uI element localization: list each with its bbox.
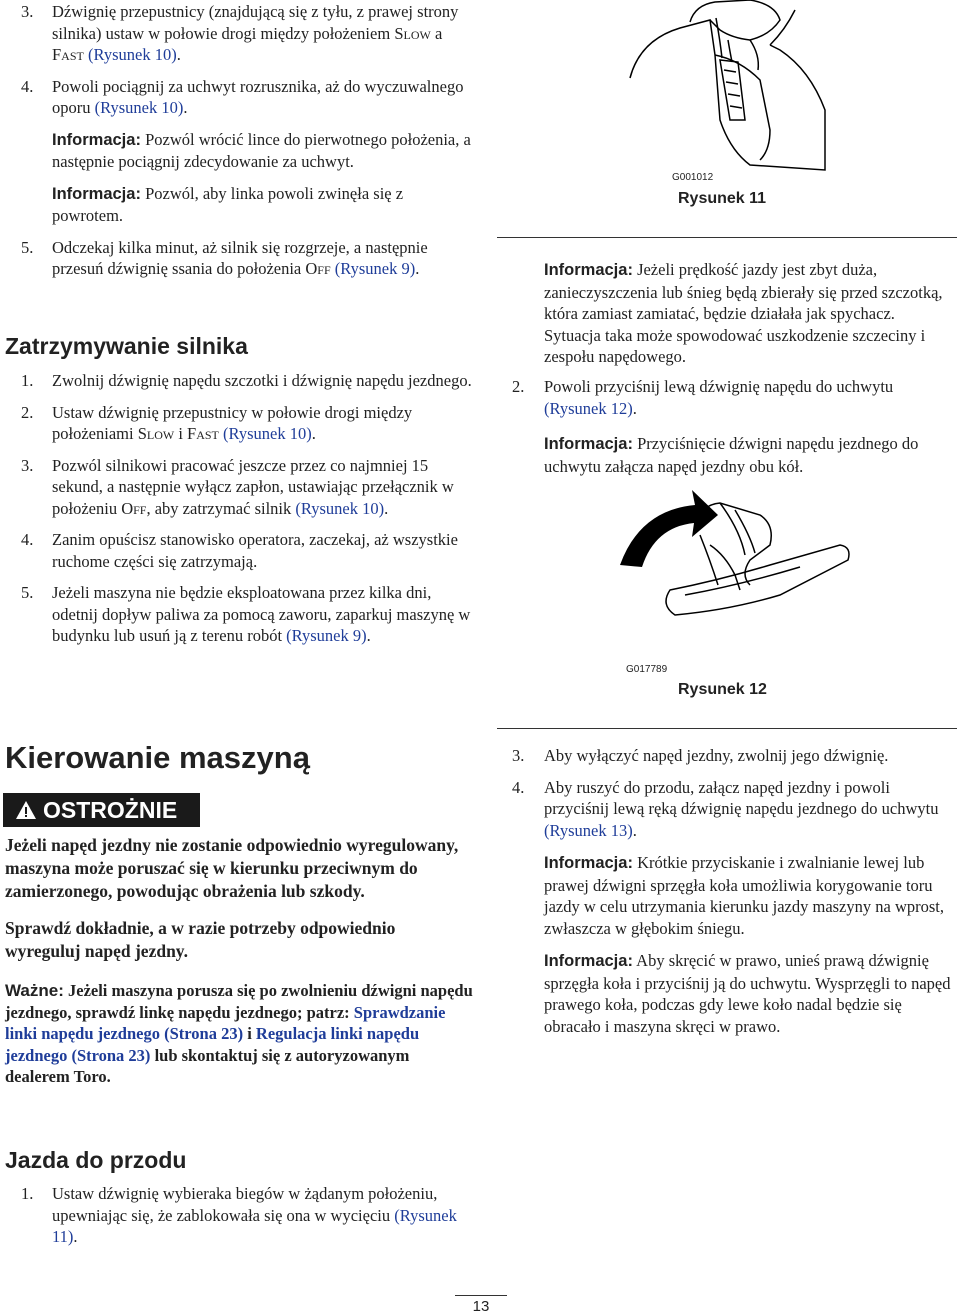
- info-turn-right: Informacja: Aby skręcić w prawo, unieś prawą dźwignię sprzęgła koła i przyciśnij ją do uchwytu. Wysprzęgli to napęd prawego koła, podczas gdy lewe koło nadal będzie się obracało i maszyna skręci w prawo.: [544, 951, 951, 1036]
- page-number-rule: [455, 1295, 507, 1296]
- figure-10-link[interactable]: (Rysunek 10): [223, 424, 312, 443]
- step-4-forward: 4. Aby ruszyć do przodu, załącz napęd jezdny i powoli przyciśnij lewą ręką dźwignię napędu jezdnego do uchwytu (Rysunek 13).: [512, 777, 939, 840]
- figure-11: [620, 0, 840, 180]
- stop-step-2: 2. Ustaw dźwignię przepustnicy w połowie drogi między położeniami Slow i Fast (Rysunek 10).: [21, 402, 413, 443]
- page-number: 13: [472, 1298, 490, 1315]
- figure-divider: [497, 237, 957, 238]
- step-3-throttle: 3. Dźwignię przepustnicy (znajdującą się z tyłu, z prawej strony silnika) ustaw w połowie drogi między położeniem Slow a Fast (Rysunek 10).: [21, 2, 459, 64]
- stop-step-1: 1. Zwolnij dźwignię napędu szczotki i dźwignię napędu jezdnego.: [21, 371, 472, 390]
- figure-11-caption: Rysunek 11: [678, 190, 767, 207]
- figure-12-caption: Rysunek 12: [678, 681, 767, 698]
- figure-9-link[interactable]: (Rysunek 9): [286, 626, 367, 645]
- gear-shift-hand-illustration: [620, 0, 840, 180]
- warning-badge: OSTROŻNIE: [3, 793, 200, 827]
- warning-text: Jeżeli napęd jezdny nie zostanie odpowiednio wyregulowany, maszyna może poruszać się w kierunku przeciwnym do zamierzonego, powodując obrażenia lub szkody. Sprawdź dokładnie, a w razie potrzeby odpowiednio wyreguluj napęd jezdny. Ważne: Jeżeli maszyna porusza się po zwolnieniu dźwigni napędu jezdnego, sprawdź linkę napędu jezdnego; patrz: Sprawdzanie linki napędu jezdnego (Strona 23) i Regulacja linki napędu jezdnego (Strona 23) lub skontaktuj się z autoryzowanym dealerem Toro.: [5, 834, 475, 1088]
- figure-10-link[interactable]: (Rysunek 10): [94, 98, 184, 117]
- heading-drive-forward: Jazda do przodu: [5, 1147, 187, 1173]
- left-top-section: [5, 1, 475, 280]
- info-note-rewind: Informacja: Pozwól, aby linka powoli zwinęła się z powrotem.: [52, 183, 404, 225]
- figure-12: [600, 485, 860, 665]
- figure-10-link[interactable]: (Rysunek 10): [87, 45, 177, 64]
- figure-13-link[interactable]: (Rysunek 13): [544, 820, 633, 840]
- info-speed-note: Informacja: Jeżeli prędkość jazdy jest zbyt duża, zanieczyszczenia lub śnieg będą zbierały się przed szczotką, która zamiast zamiatać, będzie działała jak spychacz. Sytuacja taka może spowodować uszkodzenie szczeciny i zespołu napędowego.: [544, 260, 943, 366]
- figure-12-id: G017789: [626, 664, 668, 675]
- step-4-starter: 4. Powoli pociągnij za uchwyt rozrusznika, aż do wyczuwalnego oporu (Rysunek 10).: [21, 76, 464, 117]
- figure-9-link[interactable]: (Rysunek 9): [334, 259, 416, 278]
- heading-driving: Kierowanie maszyną: [5, 740, 310, 775]
- heading-stopping-engine: Zatrzymywanie silnika: [5, 333, 248, 359]
- forward-step-1: 1. Ustaw dźwignię wybieraka biegów w żądanym położeniu, upewniając się, że zablokowała się ona w wycięciu (Rysunek 11).: [21, 1184, 457, 1246]
- important-note: Ważne: Jeżeli maszyna porusza się po zwolnieniu dźwigni napędu jezdnego, sprawdź linkę napędu jezdnego; patrz: Sprawdzanie linki napędu jezdnego (Strona 23) i Regulacja linki napędu jezdnego (Strona 23) lub skontaktuj się z autoryzowanym dealerem Toro.: [5, 981, 473, 1086]
- info-note-rope: Informacja: Pozwól wrócić lince do pierwotnego położenia, a następnie pociągnij zdecydowanie za uchwyt.: [52, 129, 471, 171]
- stop-step-5: 5. Jeżeli maszyna nie będzie eksploatowana przez kilka dni, odetnij dopływ paliwa za pomocą zaworu, zaparkuj maszynę w budynku lub usuń ją z terenu robót (Rysunek 9).: [21, 583, 471, 645]
- step-3-release: 3. Aby wyłączyć napęd jezdny, zwolnij jego dźwignię.: [512, 746, 889, 765]
- stop-step-3: 3. Pozwól silnikowi pracować jeszcze przez co najmniej 15 sekund, a następnie wyłącz zapłon, ustawiając przełącznik w położeniu Off, aby zatrzymać silnik (Rysunek 10).: [21, 455, 454, 518]
- figure-divider: [497, 728, 957, 729]
- info-steering-correction: Informacja: Krótkie przyciskanie i zwalnianie lewej lub prawej dźwigni sprzęgła koła umożliwia korygowanie toru jazdy w celu utrzymania kierunku jazdy maszyny na wprost, zwłaszcza w głębokim śniegu.: [544, 853, 944, 938]
- stop-section: [5, 370, 475, 647]
- forward-section: [5, 1183, 475, 1248]
- figure-12-link[interactable]: (Rysunek 12): [544, 398, 633, 418]
- right-top-info-2: Informacja: Przyciśnięcie dźwigni napędu jezdnego do uchwytu załącza napęd jezdny obu kół.: [544, 434, 919, 476]
- figure-10-link[interactable]: (Rysunek 10): [295, 498, 385, 518]
- arrow-icon: [620, 490, 718, 567]
- figure-11-link[interactable]: (Rysunek 11): [52, 1205, 457, 1246]
- right-top-section: [544, 259, 954, 368]
- stop-step-4: 4. Zanim opuścisz stanowisko operatora, zaczekaj, aż wszystkie ruchome części się zatrzymają.: [21, 530, 458, 571]
- right-top-step-2: 2. Powoli przyciśnij lewą dźwignię napędu do uchwytu (Rysunek 12).: [512, 377, 894, 418]
- step-5-choke: 5. Odczekaj kilka minut, aż silnik się rozgrzeje, a następnie przesuń dźwignię ssania do położenia Off (Rysunek 9).: [21, 237, 428, 278]
- link-check-cable[interactable]: Sprawdzanie linki napędu jezdnego (Strona 23): [5, 1002, 446, 1043]
- link-adjust-cable[interactable]: Regulacja linki napędu jezdnego (Strona 23): [5, 1024, 420, 1065]
- right-bottom-section: [512, 745, 952, 1037]
- warning-triangle-icon: [15, 800, 37, 820]
- figure-11-id: G001012: [672, 172, 714, 183]
- drive-lever-hand-illustration: [600, 485, 860, 665]
